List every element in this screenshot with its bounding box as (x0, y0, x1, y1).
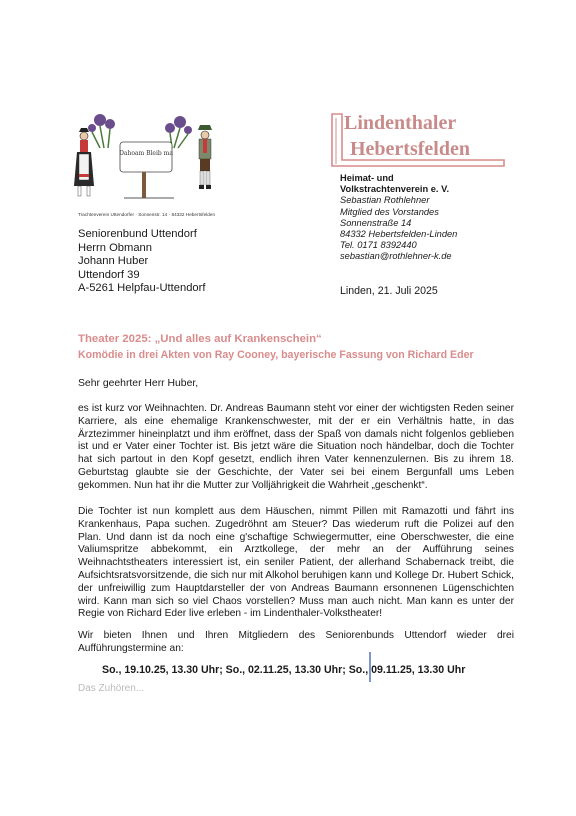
contact-line: Sebastian Rothlehner (340, 195, 430, 206)
salutation: Sehr geehrter Herr Huber, (78, 378, 199, 389)
contact-phone: Tel. 0171 8392440 (340, 240, 417, 251)
recipient-line: Johann Huber (78, 255, 149, 268)
club-contact-block (340, 173, 457, 263)
brand-line-1: Lindenthaler (344, 112, 457, 134)
letter-title: Theater 2025: „Und alles auf Krankenschein“ (78, 333, 322, 345)
logo-sign-text: Dahoam Bleib ma (119, 150, 173, 157)
letter-subtitle: Komödie in drei Akten von Ray Cooney, bayerische Fassung von Richard Eder (78, 349, 474, 361)
recipient-line: A-5261 Helpfau-Uttendorf (78, 282, 206, 295)
woman-figure-icon (74, 128, 94, 196)
contact-line: Mitglied des Vorstandes (340, 206, 439, 217)
letter-date: Linden, 21. Juli 2025 (340, 285, 438, 297)
club-brand (328, 112, 508, 168)
brand-line-2: Hebertsfelden (350, 138, 470, 160)
flower-icon-left (88, 114, 115, 132)
performance-dates: So., 19.10.25, 13.30 Uhr; So., 02.11.25, 13.30 Uhr; So., 09.11.25, 13.30 Uhr (102, 664, 466, 676)
logo-caption: Trachtenverein Uttendorfer · Sonnenstr. 14 · 84332 Hebertsfelden (78, 212, 216, 217)
pen-mark-icon (365, 652, 375, 682)
contact-line: Sonnenstraße 14 (340, 217, 412, 228)
cutoff-text: Das Zuhören... (78, 683, 145, 694)
recipient-line: Uttendorf 39 (78, 268, 140, 281)
club-logo (70, 108, 230, 208)
contact-email: sebastian@rothlehner-k.de (340, 251, 452, 262)
body-paragraph: Wir bieten Ihnen und Ihren Mitgliedern des Seniorenbunds Uttendorf wieder drei Aufführungstermine an: (78, 630, 514, 654)
recipient-line: Seniorenbund Uttendorf (78, 228, 197, 240)
man-figure-icon (198, 125, 212, 189)
body-paragraph: es ist kurz vor Weihnachten. Dr. Andreas Baumann steht vor einer der wichtigsten Reden seiner Karriere, als eine ehemalige Krankenschwester, mit der er ein Verhältnis hatte, in das Ärztezimmer hineinplatzt und ihm eröffnet, dass der Spaß von damals nicht folgenlos geblieben ist und er Vater einer Tochter ist. Bis jetzt wäre die Situation noch händelbar, doch die Tochter hat sich partout in den Kopf gesetzt, endlich ihren Vater kennenzulernen. Bis zu ihrem 18. Geburtstag glaubte sie der Geschichte, der Vater sei bei einem Bergunfall ums Leben gekommen. Nun hat ihr die Mutter zur Volljährigkeit die Wahrheit „geschenkt“. (78, 403, 514, 491)
recipient-line: Herrn Obmann (78, 241, 152, 254)
club-name-line-1: Heimat- und (340, 173, 394, 183)
recipient-address (78, 228, 206, 296)
body-paragraph: Die Tochter ist nun komplett aus dem Häuschen, nimmt Pillen mit Ramazotti und fährt ins Krankenhaus, Papa suchen. Zugedröhnt am Steuer? Das wiederum ruft die Polizei auf den Plan. Und dann ist da noch eine g'schaftige Schwiegermutter, eine Oberschwester, die eine Valiumspritze abbekommt, ein Arztkollege, der mehr an der Aufführung seines Weihnachtstheaters interessiert ist, ein seniler Patient, der allerhand Schabernack treibt, die Aufsichtsratsvorsitzende, die sich nur mit Alkohol beruhigen kann und Kollege Dr. Hubert Schick, der unfreiwillig zum Hauptdarsteller der von Andreas Baumann ersonnenen Lügenschichten wird. Kann man sich so viel Chaos vorstellen? Muss man auch nicht. Man kann es unter der Regie von Richard Eder live erleben - im Lindenthaler-Volkstheater! (78, 506, 514, 620)
club-name-line-2: Volkstrachtenverein e. V. (340, 184, 450, 195)
contact-line: 84332 Hebertsfelden-Linden (340, 229, 458, 240)
